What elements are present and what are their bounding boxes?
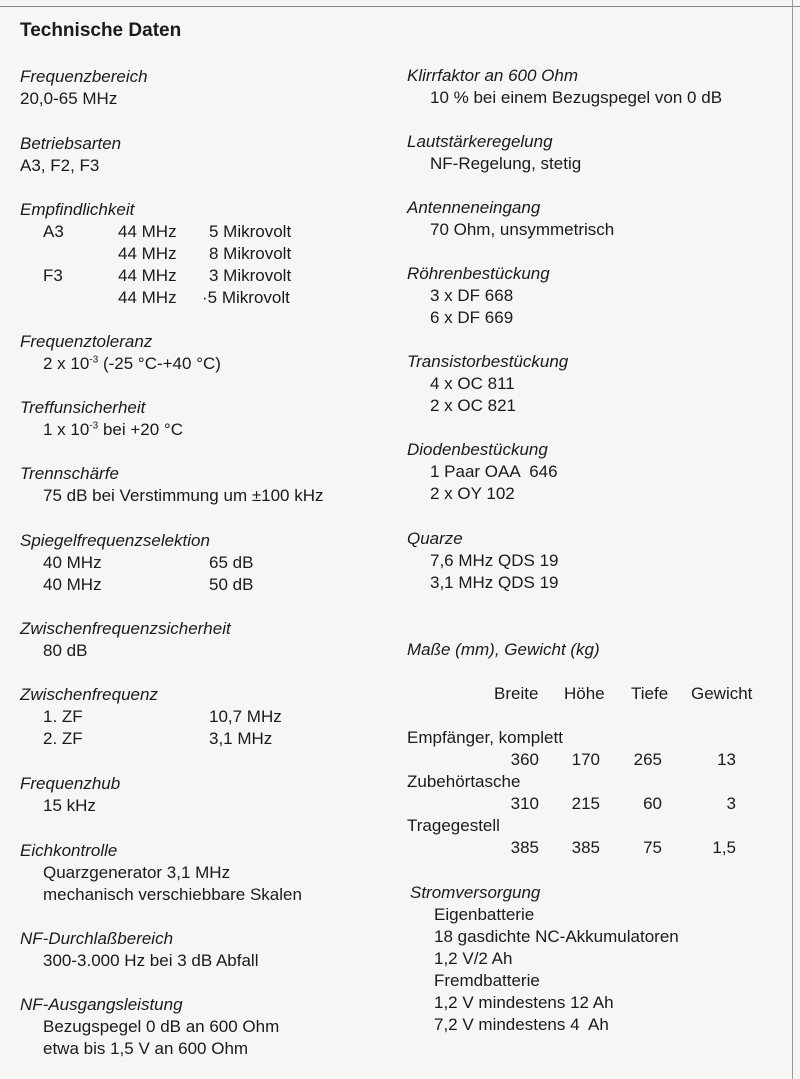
heading-empfindlichkeit: Empfindlichkeit	[20, 200, 135, 219]
list-item: 4 x OC 811	[430, 374, 515, 393]
zf-value: 10,7 MHz	[209, 707, 282, 726]
row-label: Tragegestell	[407, 816, 500, 835]
zf-label: 1. ZF	[43, 707, 83, 726]
empf-value: ·5 Mikrovolt	[202, 288, 290, 307]
column-header: Tiefe	[631, 684, 669, 703]
empf-mode: F3	[43, 266, 63, 285]
cell-gewicht: 13	[717, 750, 736, 769]
value-betriebsarten: A3, F2, F3	[20, 156, 100, 175]
heading-treffunsicherheit: Treffunsicherheit	[20, 398, 146, 417]
column-header: Höhe	[564, 684, 605, 703]
heading-frequenzhub: Frequenzhub	[20, 774, 121, 793]
strom-line: Eigenbatterie	[434, 905, 535, 924]
value-frequenztoleranz: 2 x $10^{-3}$ (-25 °C-+40 °C)	[43, 354, 221, 373]
cell-tiefe: 265	[633, 750, 662, 769]
row-label: Empfänger, komplett	[407, 728, 563, 747]
column-header: Breite	[494, 684, 539, 703]
empf-freq: 44 MHz	[118, 222, 177, 241]
cell-breite: 385	[510, 838, 539, 857]
spiegel-value: 65 dB	[209, 553, 254, 572]
heading-transistoren: Transistorbestückung	[407, 352, 569, 371]
cell-gewicht: 1,5	[712, 838, 736, 857]
empf-value: 5 Mikrovolt	[209, 222, 292, 241]
strom-line: 1,2 V mindestens 12 Ah	[434, 993, 614, 1012]
row-label: Zubehörtasche	[407, 772, 521, 791]
list-item: 3 x DF 668	[430, 286, 514, 305]
exponent: -3	[89, 354, 99, 366]
empf-freq: 44 MHz	[118, 244, 177, 263]
spiegel-freq: 40 MHz	[43, 553, 102, 572]
list-item: 2 x OC 821	[430, 396, 516, 415]
value-frequenzbereich: 20,0-65 MHz	[20, 89, 118, 108]
value-nf-ausgang-1: Bezugspegel 0 dB an 600 Ohm	[43, 1017, 280, 1036]
empf-freq: 44 MHz	[118, 266, 177, 285]
heading-nf-durchlass: NF-Durchlaßbereich	[20, 929, 174, 948]
heading-nf-ausgang: NF-Ausgangsleistung	[20, 995, 183, 1014]
list-item: 1 Paar OAA 646	[430, 462, 558, 481]
heading-roehren: Röhrenbestückung	[407, 264, 550, 283]
heading-betriebsarten: Betriebsarten	[20, 134, 122, 153]
value-nf-ausgang-2: etwa bis 1,5 V an 600 Ohm	[43, 1039, 249, 1058]
heading-lautstaerke: Lautstärkeregelung	[407, 132, 553, 151]
zf-label: 2. ZF	[43, 729, 83, 748]
heading-frequenztoleranz: Frequenztoleranz	[20, 332, 153, 351]
heading-strom: Stromversorgung	[410, 883, 541, 902]
cell-hoehe: 385	[571, 838, 600, 857]
empf-mode: A3	[43, 222, 64, 241]
heading-frequenzbereich: Frequenzbereich	[20, 67, 148, 86]
page-title: Technische Daten	[20, 20, 182, 41]
heading-dioden: Diodenbestückung	[407, 440, 548, 459]
cell-tiefe: 75	[643, 838, 662, 857]
heading-trennschaerfe: Trennschärfe	[20, 464, 119, 483]
value-treffunsicherheit: 1 x $10^{-3}$ bei +20 °C	[43, 420, 183, 439]
zf-value: 3,1 MHz	[209, 729, 273, 748]
cell-gewicht: 3	[726, 794, 736, 813]
exponent: -3	[89, 420, 99, 432]
empf-value: 8 Mikrovolt	[209, 244, 292, 263]
strom-line: 18 gasdichte NC-Akkumulatoren	[434, 927, 679, 946]
spiegel-freq: 40 MHz	[43, 575, 102, 594]
strom-line: Fremdbatterie	[434, 971, 540, 990]
column-header: Gewicht	[691, 684, 753, 703]
cell-hoehe: 215	[571, 794, 600, 813]
empf-value: 3 Mikrovolt	[209, 266, 292, 285]
right-edge-line	[792, 0, 793, 1079]
cell-tiefe: 60	[643, 794, 662, 813]
heading-zf-sicherheit: Zwischenfrequenzsicherheit	[20, 619, 231, 638]
value-eichkontrolle-1: Quarzgenerator 3,1 MHz	[43, 863, 231, 882]
cell-breite: 310	[510, 794, 539, 813]
heading-quarze: Quarze	[407, 529, 463, 548]
value-zf-sicherheit: 80 dB	[43, 641, 88, 660]
cell-hoehe: 170	[571, 750, 600, 769]
strom-line: 1,2 V/2 Ah	[434, 949, 513, 968]
heading-zwischenfrequenz: Zwischenfrequenz	[20, 685, 158, 704]
empf-freq: 44 MHz	[118, 288, 177, 307]
top-edge-line	[0, 6, 800, 7]
value-klirrfaktor: 10 % bei einem Bezugspegel von 0 dB	[430, 88, 723, 107]
spiegel-value: 50 dB	[209, 575, 254, 594]
value-eichkontrolle-2: mechanisch verschiebbare Skalen	[43, 885, 302, 904]
list-item: 7,6 MHz QDS 19	[430, 551, 559, 570]
strom-line: 7,2 V mindestens 4 Ah	[434, 1015, 609, 1034]
value-antenne: 70 Ohm, unsymmetrisch	[430, 220, 615, 239]
list-item: 3,1 MHz QDS 19	[430, 573, 559, 592]
value-lautstaerke: NF-Regelung, stetig	[430, 154, 582, 173]
value-frequenzhub: 15 kHz	[43, 796, 96, 815]
value-trennschaerfe: 75 dB bei Verstimmung um ±100 kHz	[43, 486, 324, 505]
heading-antenne: Antenneneingang	[407, 198, 541, 217]
heading-eichkontrolle: Eichkontrolle	[20, 841, 118, 860]
heading-masse: Maße (mm), Gewicht (kg)	[407, 640, 600, 659]
heading-spiegelfrequenz: Spiegelfrequenzselektion	[20, 531, 210, 550]
list-item: 2 x OY 102	[430, 484, 515, 503]
value-nf-durchlass: 300-3.000 Hz bei 3 dB Abfall	[43, 951, 259, 970]
heading-klirrfaktor: Klirrfaktor an 600 Ohm	[407, 66, 579, 85]
list-item: 6 x DF 669	[430, 308, 514, 327]
cell-breite: 360	[510, 750, 539, 769]
